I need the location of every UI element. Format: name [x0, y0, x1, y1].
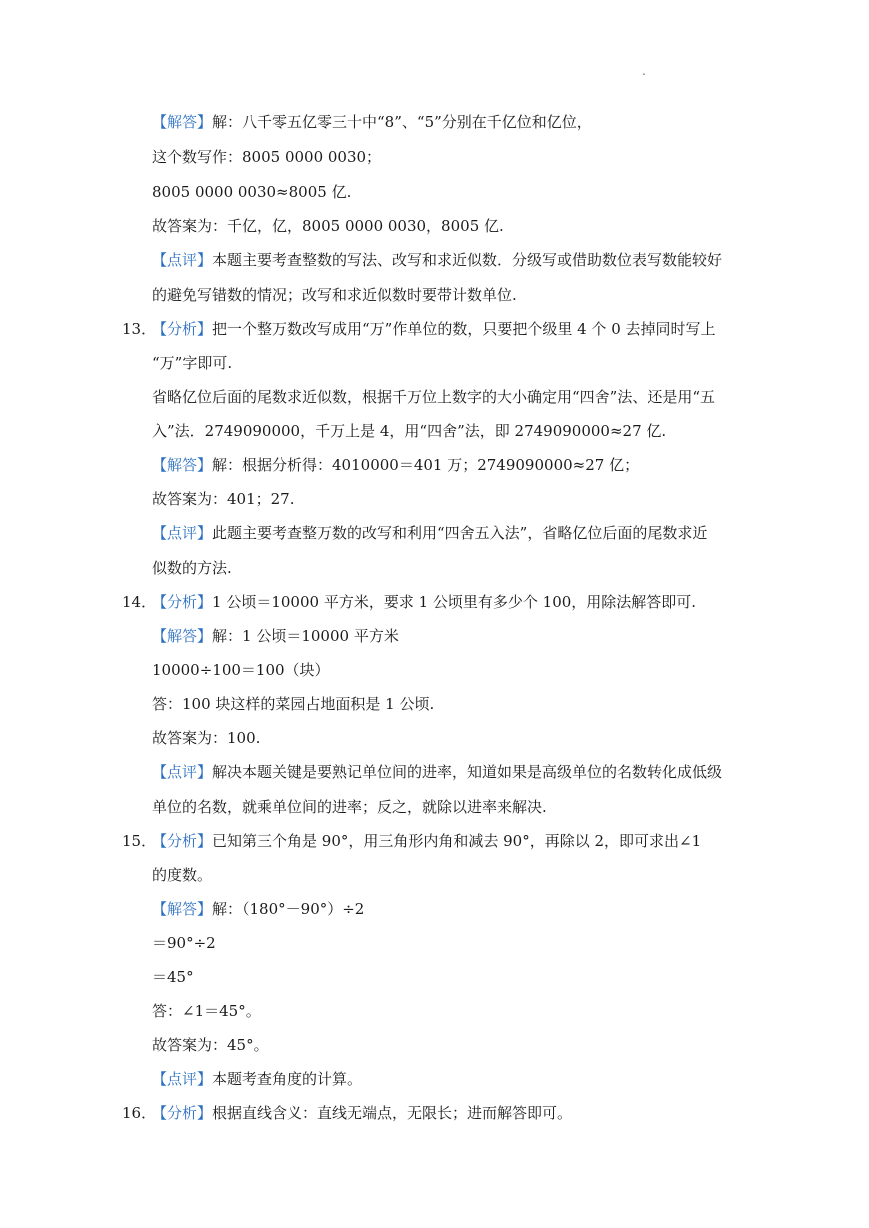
- line-text: 解决本题关键是要熟记单位间的进率，知道如果是高级单位的名数转化成低级: [212, 763, 723, 781]
- line-9: [152, 387, 715, 407]
- answer-tag: 【解答】: [152, 900, 213, 918]
- comment-tag: 【点评】: [152, 1070, 213, 1088]
- line-text: 故答案为：100.: [152, 729, 261, 747]
- line-15: [122, 592, 696, 612]
- answer-tag: 【解答】: [152, 456, 213, 474]
- line-21: [152, 797, 547, 817]
- line-20: [152, 762, 722, 782]
- line-text: 入”法．2749090000，千万上是 4，用“四舍”法，即 2749090000≈27 亿.: [152, 422, 667, 440]
- line-text: 根据直线含义：直线无端点，无限长；进而解答即可。: [212, 1104, 573, 1122]
- line-13: [152, 523, 707, 543]
- analysis-tag: 【分析】: [152, 593, 213, 611]
- line-text: 似数的方法.: [152, 559, 232, 577]
- line-text: 1 公顷＝10000 平方米，要求 1 公顷里有多少个 100，用除法解答即可.: [212, 593, 697, 611]
- line-text: ＝90°÷2: [152, 934, 216, 952]
- line-text: 省略亿位后面的尾数求近似数，根据千万位上数字的大小确定用“四舍”法、还是用“五: [152, 388, 716, 406]
- comment-tag: 【点评】: [152, 524, 213, 542]
- line-30: [122, 1103, 572, 1123]
- line-4: [152, 216, 504, 236]
- line-text: 已知第三个角是 90°，用三角形内角和减去 90°，再除以 2，即可求出∠1: [212, 832, 702, 850]
- line-text: 单位的名数，就乘单位间的进率；反之，就除以进率来解决.: [152, 798, 547, 816]
- line-text: 的度数。: [152, 866, 213, 884]
- analysis-tag: 【分析】: [152, 1104, 213, 1122]
- line-22: [122, 831, 701, 851]
- line-26: [152, 967, 194, 987]
- line-text: ＝45°: [152, 968, 194, 986]
- line-text: 本题考查角度的计算。: [212, 1070, 363, 1088]
- analysis-tag: 【分析】: [152, 832, 213, 850]
- line-14: [152, 558, 232, 578]
- line-text: 答：100 块这样的菜园占地面积是 1 公顷.: [152, 695, 435, 713]
- line-24: [152, 899, 364, 919]
- line-text: “万”字即可.: [152, 354, 233, 372]
- line-1: [152, 112, 592, 132]
- line-3: [152, 182, 351, 202]
- line-23: [152, 865, 212, 885]
- line-8: [152, 353, 232, 373]
- line-7: [122, 319, 716, 339]
- line-5: [152, 250, 722, 270]
- line-text: 把一个整万数改写成用“万”作单位的数，只要把个级里 4 个 0 去掉同时写上: [212, 320, 716, 338]
- line-text: 10000÷100＝100（块）: [152, 661, 330, 679]
- answer-tag: 【解答】: [152, 627, 213, 645]
- line-text: 这个数写作：8005 0000 0030；: [152, 148, 382, 166]
- line-17: [152, 660, 330, 680]
- line-text: 答：∠1＝45°。: [152, 1002, 261, 1020]
- question-number: 13．: [122, 320, 157, 338]
- line-text: 本题主要考查整数的写法、改写和求近似数．分级写或借助数位表写数能较好: [212, 251, 723, 269]
- line-text: 8005 0000 0030≈8005 亿.: [152, 183, 352, 201]
- question-number: 15．: [122, 832, 157, 850]
- line-18: [152, 694, 434, 714]
- line-text: 的避免写错数的情况；改写和求近似数时要带计数单位.: [152, 286, 517, 304]
- analysis-tag: 【分析】: [152, 320, 213, 338]
- line-text: 此题主要考查整万数的改写和利用“四舍五入法”，省略亿位后面的尾数求近: [212, 524, 708, 542]
- question-number: 16．: [122, 1104, 157, 1122]
- line-10: [152, 421, 666, 441]
- line-16: [152, 626, 399, 646]
- question-number: 14．: [122, 593, 157, 611]
- line-11: [152, 455, 639, 475]
- page-mark: .: [642, 64, 646, 78]
- line-25: [152, 933, 216, 953]
- line-text: 解：八千零五亿零三十中“8”、“5”分别在千亿位和亿位，: [212, 113, 592, 131]
- comment-tag: 【点评】: [152, 251, 213, 269]
- line-text: 解：1 公顷＝10000 平方米: [212, 627, 399, 645]
- line-2: [152, 147, 381, 167]
- line-6: [152, 285, 517, 305]
- line-12: [152, 489, 295, 509]
- comment-tag: 【点评】: [152, 763, 213, 781]
- line-text: 故答案为：401；27.: [152, 490, 295, 508]
- line-text: 故答案为：千亿，亿，8005 0000 0030，8005 亿.: [152, 217, 504, 235]
- line-19: [152, 728, 260, 748]
- answer-tag: 【解答】: [152, 113, 213, 131]
- line-text: 故答案为：45°。: [152, 1036, 269, 1054]
- line-28: [152, 1035, 269, 1055]
- line-27: [152, 1001, 261, 1021]
- line-29: [152, 1069, 362, 1089]
- line-text: 解：根据分析得：4010000＝401 万；2749090000≈27 亿；: [212, 456, 640, 474]
- line-text: 解：（180°－90°）÷2: [212, 900, 365, 918]
